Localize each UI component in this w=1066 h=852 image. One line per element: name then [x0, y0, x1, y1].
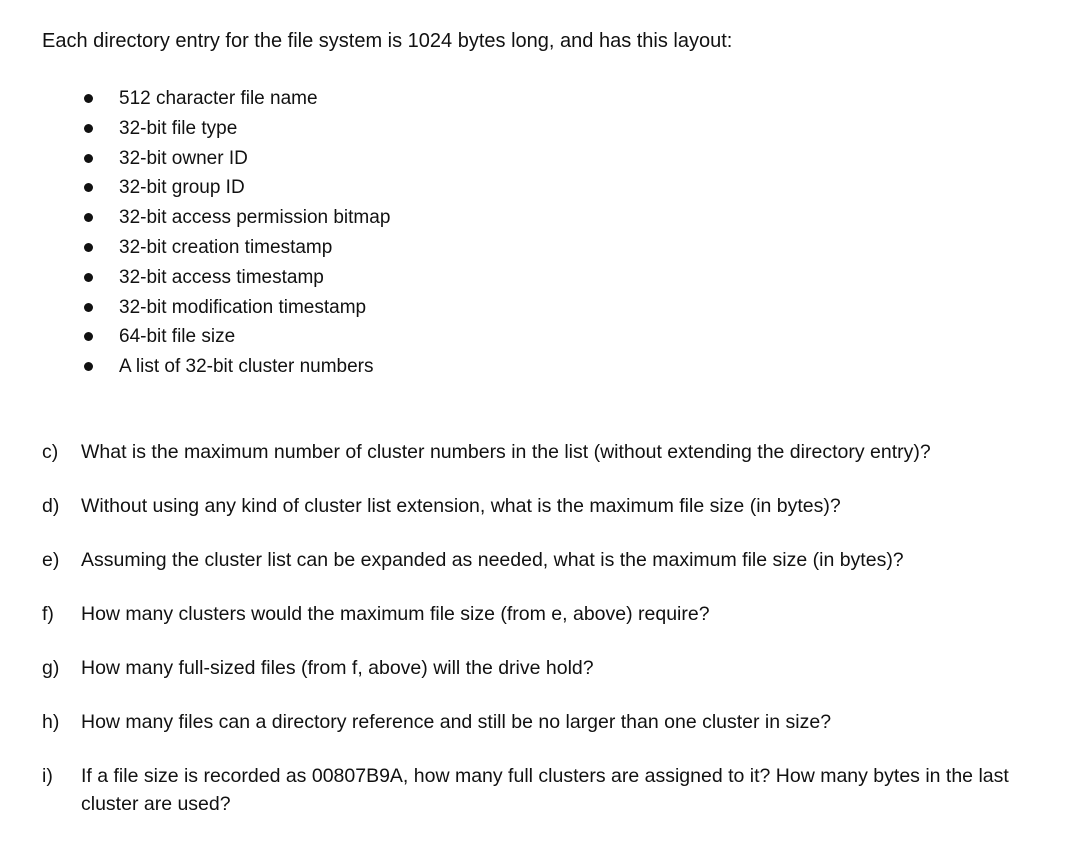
layout-item — [0, 116, 1066, 146]
bullet-icon — [84, 94, 93, 103]
question-letter: d) — [42, 495, 60, 517]
layout-item-text: 32-bit modification timestamp — [119, 296, 367, 318]
bullet-icon — [84, 183, 93, 192]
layout-item — [0, 235, 1066, 265]
question-letter: c) — [42, 441, 59, 463]
layout-item — [0, 86, 1066, 116]
directory-entry-layout-list — [0, 86, 1066, 384]
layout-item-text: 32-bit group ID — [119, 177, 245, 199]
bullet-icon — [84, 154, 93, 163]
question-item — [0, 438, 1066, 492]
layout-item — [0, 265, 1066, 295]
layout-item-text: 512 character file name — [119, 88, 318, 109]
question-text: If a file size is recorded as 00807B9A, how many full clusters are assigned to it? How many bytes in the last cluster are used? — [81, 765, 1009, 815]
bullet-icon — [84, 124, 93, 133]
bullet-icon — [84, 362, 93, 371]
layout-item-text: 32-bit owner ID — [119, 147, 248, 169]
layout-item — [0, 146, 1066, 176]
layout-item-text: 64-bit file size — [119, 326, 236, 348]
bullet-icon — [84, 303, 93, 312]
question-item — [0, 708, 1066, 762]
intro-text: Each directory entry for the file system is 1024 bytes long, and has this layout: — [42, 30, 733, 52]
question-list — [0, 438, 1066, 816]
layout-item-text: 32-bit file type — [119, 117, 238, 139]
question-item — [0, 762, 1066, 816]
layout-item — [0, 324, 1066, 354]
question-text: How many clusters would the maximum file size (from e, above) require? — [81, 603, 710, 625]
question-letter: f) — [42, 603, 54, 625]
layout-item-text: 32-bit access timestamp — [119, 266, 324, 288]
bullet-icon — [84, 243, 93, 252]
bullet-icon — [84, 273, 93, 282]
question-text: How many full-sized files (from f, above) will the drive hold? — [81, 657, 594, 679]
layout-item-text: 32-bit creation timestamp — [119, 236, 333, 258]
bullet-icon — [84, 332, 93, 341]
layout-item — [0, 295, 1066, 325]
question-item — [0, 546, 1066, 600]
layout-item — [0, 175, 1066, 205]
question-item — [0, 492, 1066, 546]
layout-item-text: 32-bit access permission bitmap — [119, 207, 391, 229]
question-letter: i) — [42, 765, 53, 787]
question-item — [0, 654, 1066, 708]
layout-item — [0, 205, 1066, 235]
question-item — [0, 600, 1066, 654]
question-text: What is the maximum number of cluster numbers in the list (without extending the directory entry)? — [81, 441, 931, 463]
question-text: How many files can a directory reference and still be no larger than one cluster in size? — [81, 711, 832, 733]
question-letter: g) — [42, 657, 60, 679]
layout-item — [0, 354, 1066, 384]
bullet-icon — [84, 213, 93, 222]
layout-item-text: A list of 32-bit cluster numbers — [119, 356, 374, 378]
question-letter: h) — [42, 711, 60, 733]
question-text: Without using any kind of cluster list extension, what is the maximum file size (in bytes)? — [81, 495, 841, 517]
question-text: Assuming the cluster list can be expanded as needed, what is the maximum file size (in bytes)? — [81, 549, 904, 571]
question-letter: e) — [42, 549, 60, 571]
